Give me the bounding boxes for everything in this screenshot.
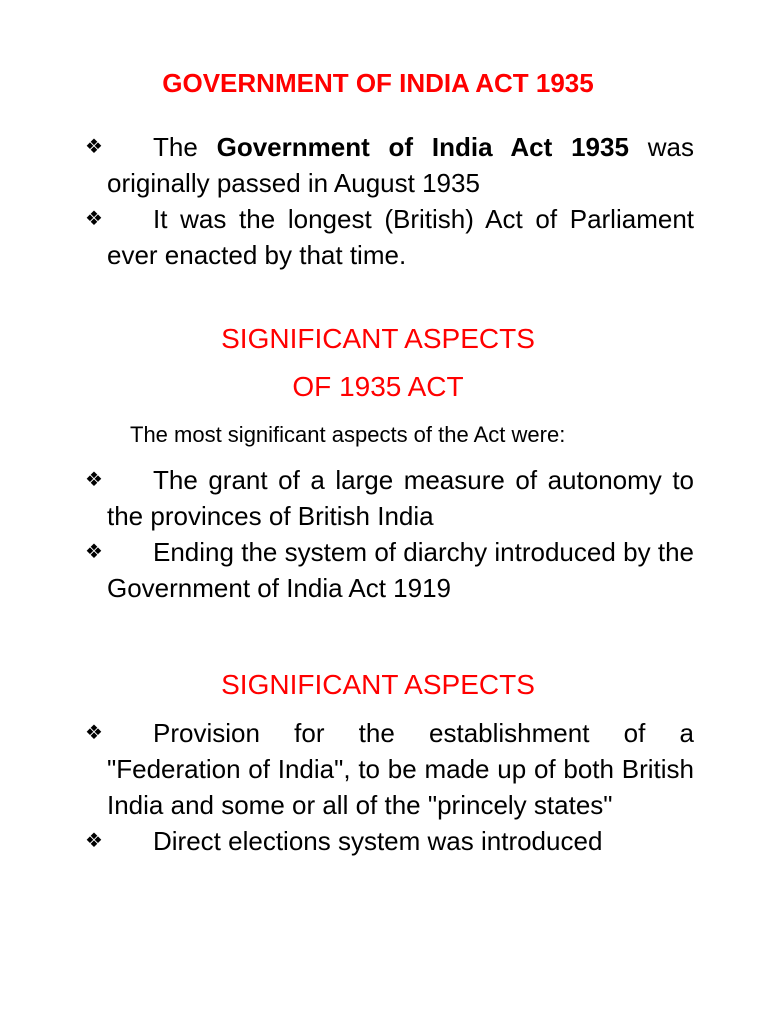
item-text: Provision for the establishment of a "Federation of India", to be made up of both British India and some or all of the "princely states" [107, 718, 694, 820]
section-heading: SIGNIFICANT ASPECTS [221, 323, 535, 354]
list-item [85, 823, 694, 859]
section-heading: SIGNIFICANT ASPECTS [221, 669, 535, 700]
diamond-bullet-icon: ❖ [85, 830, 103, 852]
diamond-bullet-icon: ❖ [85, 136, 103, 158]
diamond-bullet-icon: ❖ [85, 208, 103, 230]
diamond-bullet-icon: ❖ [85, 541, 103, 563]
aspects-bullet-list [85, 462, 694, 606]
aspects-bullet-list-2 [85, 715, 694, 859]
item-text: Direct elections system was introduced [153, 826, 603, 856]
item-text: Ending the system of diarchy introduced by the Government of India Act 1919 [107, 537, 694, 603]
list-item [85, 201, 694, 273]
item-text-bold: Government of India Act 1935 [216, 132, 629, 162]
item-text: The grant of a large measure of autonomy to the provinces of British India [107, 465, 694, 531]
item-text-pre: The [153, 132, 217, 162]
list-item [85, 129, 694, 201]
list-item [85, 534, 694, 606]
item-text-post: was originally passed in August 1935 [107, 132, 694, 198]
list-item [85, 715, 694, 823]
section-intro: The most significant aspects of the Act were: [130, 422, 566, 447]
list-item [85, 462, 694, 534]
diamond-bullet-icon: ❖ [85, 722, 103, 744]
document-title: GOVERNMENT OF INDIA ACT 1935 [162, 68, 594, 98]
item-text: It was the longest (British) Act of Parliament ever enacted by that time. [107, 204, 694, 270]
section-heading-line2: OF 1935 ACT [292, 371, 464, 402]
intro-bullet-list [85, 129, 694, 273]
diamond-bullet-icon: ❖ [85, 469, 103, 491]
